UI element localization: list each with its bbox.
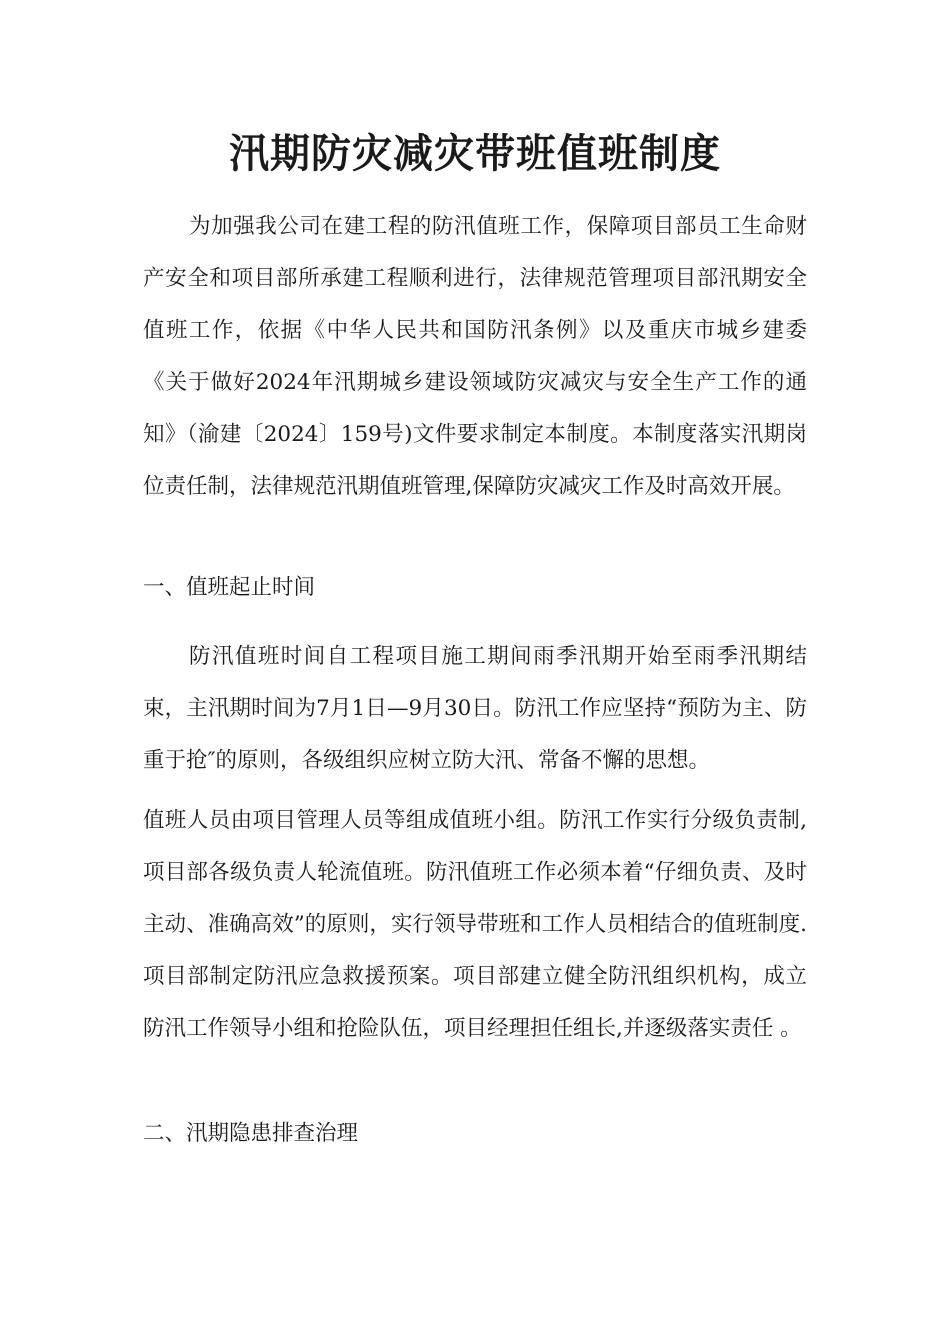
- document-title: 汛期防灾减灾带班值班制度: [229, 130, 721, 177]
- section1-paragraph-2: 值班人员由项目管理人员等组成值班小组。防汛工作实行分级负责制,项目部各级负责人轮流值班。防汛值班工作必须本着“仔细负责、及时主动、准确高效”的原则，实行领导带班和工作人员相结合的值班制度.项目部制定防汛应急救援预案。项目部建立健全防汛组织机构，成立防汛工作领导小组和抢险队伍，项目经理担任组长,并逐级落实责任 。: [143, 808, 807, 1041]
- intro-paragraph: 为加强我公司在建工程的防汛值班工作，保障项目部员工生命财产安全和项目部所承建工程顺利进行，法律规范管理项目部汛期安全值班工作，依据《中华人民共和国防汛条例》以及重庆市城乡建委《关于做好2024年汛期城乡建设领域防灾减灾与安全生产工作的通知》（渝建〔2024〕159号)文件要求制定本制度。本制度落实汛期岗位责任制，法律规范汛期值班管理,保障防灾减灾工作及时高效开展。: [143, 214, 807, 499]
- section1-paragraph-1: 防汛值班时间自工程项目施工期间雨季汛期开始至雨季汛期结束，主汛期时间为7月1日—9月30日。防汛工作应坚持“预防为主、防重于抢″的原则，各级组织应树立防大汛、常备不懈的思想。: [143, 644, 807, 773]
- section-heading-2: 二、汛期隐患排查治理: [143, 1121, 359, 1146]
- section-heading-1: 一、值班起止时间: [143, 575, 316, 600]
